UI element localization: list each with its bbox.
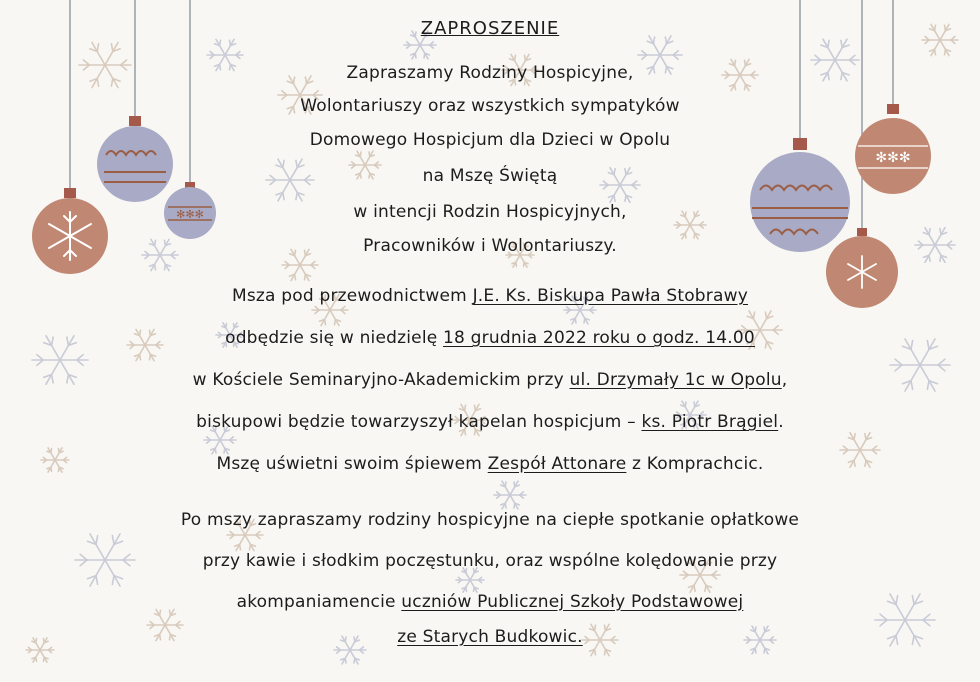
intro-line: Pracowników i Wolontariuszy.	[363, 236, 617, 256]
mass-celebrant-label: Msza pod przewodnictwem	[232, 286, 473, 306]
intro-line: Domowego Hospicjum dla Dzieci w Opolu	[309, 130, 671, 150]
intro-line: w intencji Rodzin Hospicyjnych,	[353, 202, 627, 222]
accompaniment-line	[0, 592, 980, 612]
chaplain-label: biskupowi będzie towarzyszył kapelan hospicjum –	[196, 412, 642, 432]
school-name: uczniów Publicznej Szkoły Podstawowej	[401, 592, 744, 612]
mass-date-label: odbędzie się w niedzielę	[225, 328, 444, 348]
ornament-rust-left	[32, 188, 108, 274]
snowflake-icon	[494, 481, 526, 509]
mass-datetime: 18 grudnia 2022 roku o godz. 14.00	[443, 328, 755, 348]
intro-line: Zapraszamy Rodziny Hospicyjne,	[346, 63, 634, 83]
mass-address: ul. Drzymały 1c w Opolu	[569, 370, 782, 390]
snowflake-icon	[456, 568, 484, 592]
choir-name: Zespół Attonare	[487, 454, 627, 474]
choir-label: Mszę uświetni swoim śpiewem	[216, 454, 488, 474]
intro-line: na Mszę Świętą	[422, 166, 558, 186]
chaplain-line	[0, 412, 980, 432]
punctuation: ,	[781, 370, 788, 390]
choir-origin: z Komprachcic.	[626, 454, 764, 474]
mass-place-label: w Kościele Seminaryjno-Akademickim przy	[192, 370, 570, 390]
ornament-lavender-left	[97, 116, 173, 202]
svg-text:✻✻✻: ✻✻✻	[176, 208, 204, 221]
mass-place-line	[0, 370, 980, 390]
after-mass-line: Po mszy zapraszamy rodziny hospicyjne na ciepłe spotkanie opłatkowe	[180, 510, 800, 530]
bishop-name: J.E. Ks. Biskupa Pawła Stobrawy	[472, 286, 748, 306]
mass-date-line	[0, 328, 980, 348]
choir-line	[0, 454, 980, 474]
invitation-title: ZAPROSZENIE	[420, 18, 560, 39]
svg-text:✻✻✻: ✻✻✻	[875, 150, 911, 166]
school-location: ze Starych Budkowic.	[397, 627, 583, 647]
accompaniment-label: akompaniamencie	[236, 592, 402, 612]
mass-celebrant-line	[0, 286, 980, 306]
after-mass-line: przy kawie i słodkim poczęstunku, oraz wspólne kolędowanie przy	[202, 551, 778, 571]
punctuation: .	[778, 412, 784, 432]
ornament-lavender-right	[750, 138, 850, 252]
school-location-line	[0, 627, 980, 647]
intro-line: Wolontariuszy oraz wszystkich sympatyków	[300, 96, 680, 116]
chaplain-name: ks. Piotr Brągiel	[641, 412, 779, 432]
